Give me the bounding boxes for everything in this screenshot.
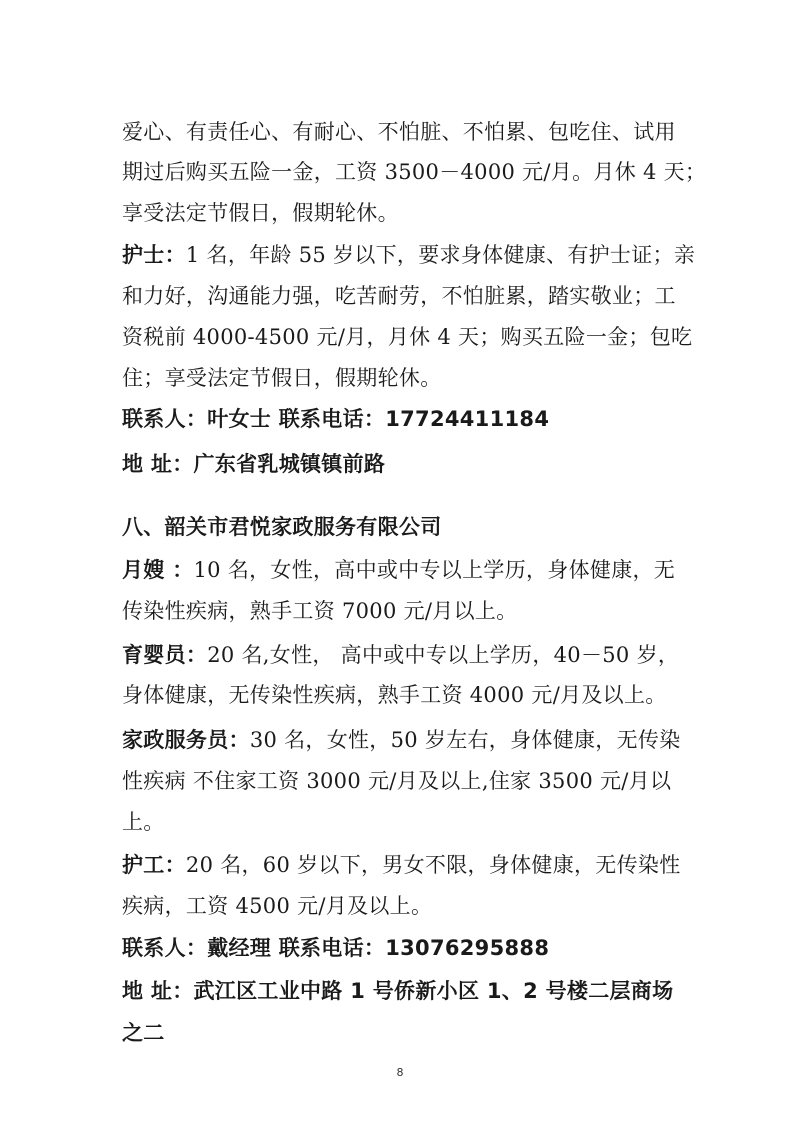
section-heading: 八、韶关市君悦家政服务有限公司 [122,515,442,539]
nurse-title: 护士： [122,243,186,267]
address-line-continued: 之二 [122,1021,165,1045]
body-line: 性疾病 不住家工资 3000 元/月及以上,住家 3500 元/月以 [122,769,672,793]
body-line: 资税前 4000-4500 元/月，月休 4 天；购买五险一金；包吃 [122,325,693,349]
body-line: 上。 [122,810,165,834]
body-line: 期过后购买五险一金，工资 3500－4000 元/月。月休 4 天； [122,160,707,184]
body-line: 和力好，沟通能力强，吃苦耐劳，不怕脏累，踏实敬业；工 [122,284,676,308]
nurse-entry [122,240,695,270]
jiazheng-entry [122,725,681,755]
yuesao-title: 月嫂 ： [122,558,194,582]
yuying-text: 20 名,女性， 高中或中专以上学历，40－50 岁， [207,643,680,667]
contact-line: 联系人：叶女士 联系电话：17724411184 [122,407,550,431]
body-line: 爱心、有责任心、有耐心、不怕脏、不怕累、包吃住、试用 [122,120,676,144]
body-line: 身体健康，无传染性疾病，熟手工资 4000 元/月及以上。 [122,683,667,707]
yuying-entry [122,640,679,670]
jiazheng-text: 30 名，女性，50 岁左右，身体健康，无传染 [249,728,681,752]
body-line: 传染性疾病，熟手工资 7000 元/月以上。 [122,599,518,623]
page-number: 8 [396,1066,404,1079]
body-line: 疾病，工资 4500 元/月及以上。 [122,894,433,918]
hugong-entry [122,850,681,880]
yuesao-entry [122,555,675,585]
yuying-title: 育婴员： [122,643,208,667]
body-line: 享受法定节假日，假期轮休。 [122,201,399,225]
address-line: 地 址：武江区工业中路 1 号侨新小区 1、2 号楼二层商场 [122,979,674,1003]
address-line: 地 址：广东省乳城镇镇前路 [122,452,386,476]
yuesao-text: 10 名，女性，高中或中专以上学历，身体健康，无 [193,558,676,582]
jiazheng-title: 家政服务员： [122,728,250,752]
nurse-text: 1 名，年龄 55 岁以下，要求身体健康、有护士证；亲 [185,243,696,267]
hugong-title: 护工： [122,853,186,877]
contact-line: 联系人：戴经理 联系电话：13076295888 [122,936,550,960]
body-line: 住；享受法定节假日，假期轮休。 [122,366,442,390]
hugong-text: 20 名，60 岁以下，男女不限，身体健康，无传染性 [185,853,681,877]
